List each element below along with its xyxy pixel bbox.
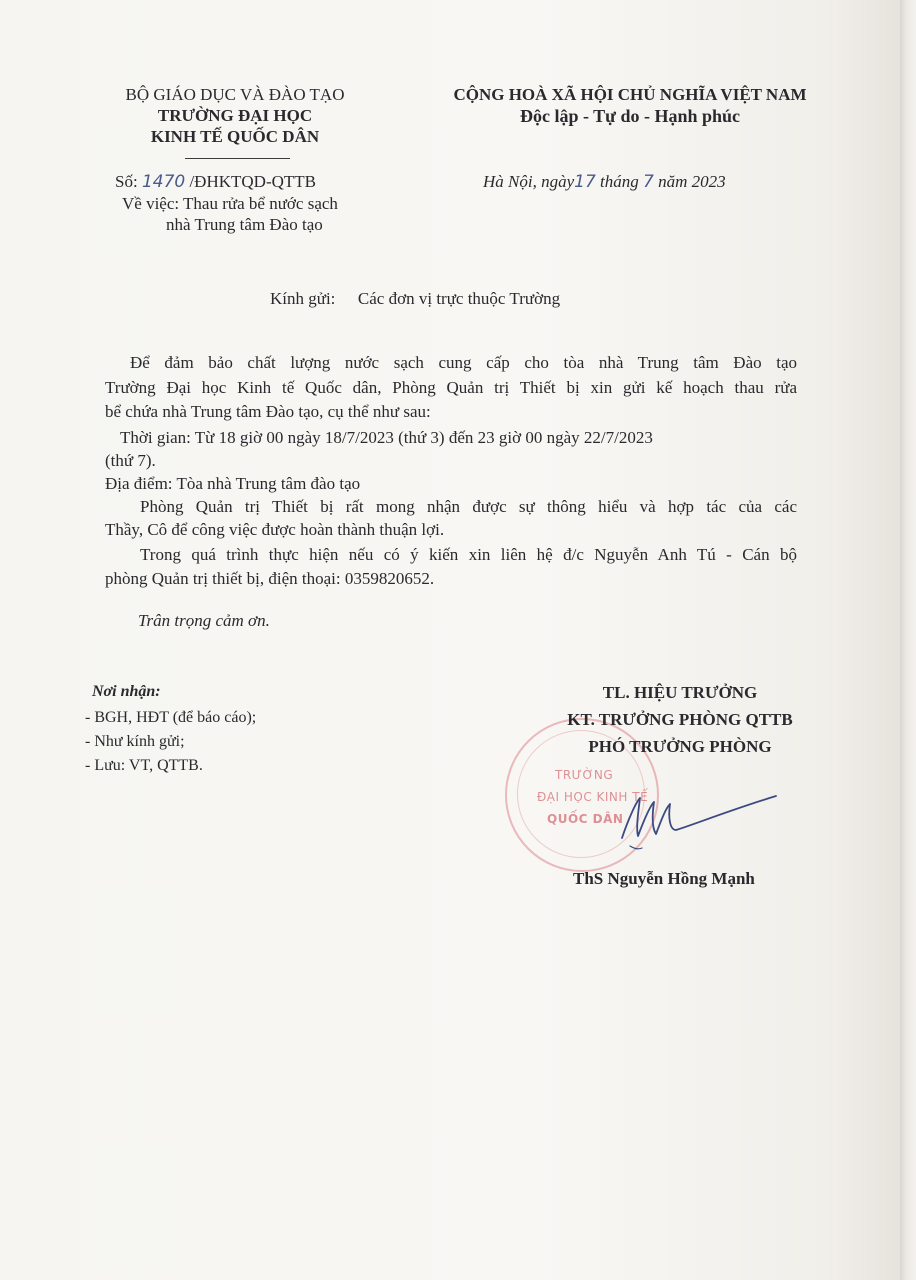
number-handwritten: 1470 [141, 172, 186, 192]
date-day: 17 [574, 172, 596, 192]
subject-line1: Về việc: Thau rửa bể nước sạch [122, 194, 338, 213]
seal-text-line1: TRƯỜNG [555, 768, 614, 782]
body-p2-line1: Phòng Quản trị Thiết bị rất mong nhận được sự thông hiểu và hợp tác của các [140, 497, 797, 516]
receivers-title-text: Nơi nhận [92, 683, 156, 700]
recipient-line [270, 289, 560, 309]
number-suffix: /ĐHKTQD-QTTB [189, 172, 316, 191]
handwritten-signature [600, 780, 790, 860]
body-p2-line2: Thầy, Cô để công việc được hoàn thành thuận lợi. [105, 520, 445, 539]
date-line [483, 172, 726, 192]
receivers-item: - Lưu: VT, QTTB. [85, 757, 203, 774]
number-prefix: Số: [115, 172, 138, 191]
subject-line2: nhà Trung tâm Đào tạo [166, 215, 323, 234]
signer-name: ThS Nguyễn Hồng Mạnh [573, 869, 755, 888]
motto: Độc lập - Tự do - Hạnh phúc [519, 106, 741, 126]
date-month-label: tháng [600, 172, 639, 191]
signature-title-line2: KT. TRƯỞNG PHÒNG QTTB [567, 710, 793, 729]
ministry-name: BỘ GIÁO DỤC VÀ ĐÀO TẠO [125, 85, 345, 104]
body-p3-line1: Trong quá trình thực hiện nếu có ý kiến xin liên hệ đ/c Nguyễn Anh Tú - Cán bộ [140, 545, 797, 564]
receivers-item: - Như kính gửi; [85, 733, 185, 750]
receivers-item: - BGH, HĐT (để báo cáo); [85, 709, 257, 726]
university-name-line2: KINH TẾ QUỐC DÂN [150, 127, 320, 146]
university-name-line1: TRƯỜNG ĐẠI HỌC [157, 106, 313, 125]
header-left-divider [185, 158, 290, 159]
country-name: CỘNG HOÀ XÃ HỘI CHỦ NGHĨA VIỆT NAM [453, 85, 807, 104]
receivers-title [92, 683, 161, 701]
date-place: Hà Nội, ngày [483, 172, 575, 191]
body-p3-line2: phòng Quản trị thiết bị, điện thoại: 0359820652. [105, 569, 435, 588]
body-time-line2: (thứ 7). [105, 451, 156, 470]
recipient-label: Kính gửi: [270, 289, 336, 308]
seal-text-line2: ĐẠI HỌC KINH TẾ [537, 790, 649, 804]
body-place: Địa điểm: Tòa nhà Trung tâm đào tạo [105, 474, 361, 493]
seal-text-line3: QUỐC DÂN [547, 812, 624, 826]
body-time-line1: Thời gian: Từ 18 giờ 00 ngày 18/7/2023 (thứ 3) đến 23 giờ 00 ngày 22/7/2023 [120, 428, 653, 447]
date-year: năm 2023 [658, 172, 726, 191]
receivers-title-colon: : [155, 683, 161, 700]
recipient-value: Các đơn vị trực thuộc Trường [357, 289, 561, 308]
body-p1-line1: Để đảm bảo chất lượng nước sạch cung cấp cho tòa nhà Trung tâm Đào tạo [130, 353, 797, 372]
signature-title-line1: TL. HIỆU TRƯỞNG [602, 683, 758, 702]
date-month: 7 [643, 172, 654, 192]
page-edge-shadow [900, 0, 916, 1280]
thanks: Trân trọng cảm ơn. [138, 611, 270, 630]
signature-title-line3: PHÓ TRƯỞNG PHÒNG [588, 737, 772, 756]
body-p1-line3: bể chứa nhà Trung tâm Đào tạo, cụ thể như sau: [105, 402, 431, 421]
body-p1-line2: Trường Đại học Kinh tế Quốc dân, Phòng Quản trị Thiết bị xin gửi kế hoạch thau rửa [105, 378, 797, 397]
document-number [115, 172, 316, 192]
